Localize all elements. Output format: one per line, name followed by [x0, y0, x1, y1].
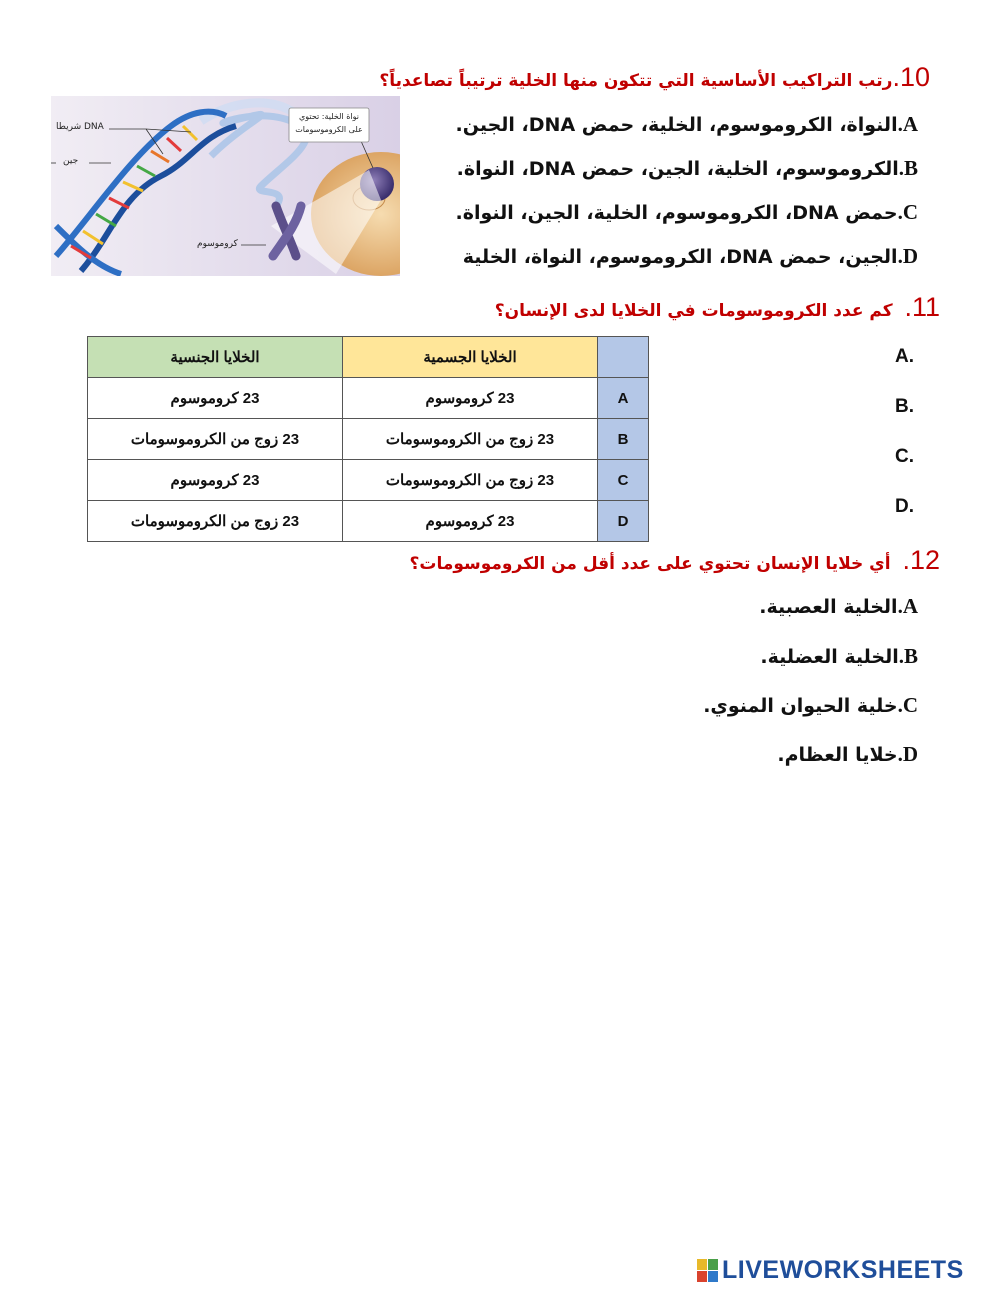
q11-number: 11.	[904, 292, 940, 322]
cell-label: A	[598, 378, 649, 419]
cell-somatic: 23 زوج من الكروموسومات	[343, 460, 598, 501]
header-somatic-cells: الخلايا الجسمية	[343, 337, 598, 378]
option-text: حمض DNA، الكروموسوم، الخلية، الجين، النواة.	[455, 202, 898, 224]
q12-text: أي خلايا الإنسان تحتوي على عدد أقل من الكروموسومات؟	[409, 554, 891, 574]
cell-sex: 23 زوج من الكروموسومات	[88, 419, 343, 460]
q12-option-b[interactable]	[760, 644, 918, 669]
option-letter: D.	[897, 742, 918, 766]
q12-number: 12.	[902, 545, 940, 575]
table-row	[88, 460, 649, 501]
liveworksheets-logo	[697, 1256, 964, 1285]
q10-option-d[interactable]	[463, 244, 918, 269]
cell-somatic: 23 كروموسوم	[343, 378, 598, 419]
q11-text: كم عدد الكروموسومات في الخلايا لدى الإنسان؟	[494, 301, 893, 321]
option-text: الكروموسوم، الخلية، الجين، حمض DNA، النواة.	[456, 158, 899, 180]
label-gene: جين	[63, 156, 79, 166]
cell-sex: 23 زوج من الكروموسومات	[88, 501, 343, 542]
q11-title	[495, 292, 940, 323]
option-letter: C.	[897, 693, 918, 717]
q11-option-b[interactable]: B.	[895, 396, 914, 417]
q12-option-c[interactable]	[703, 693, 918, 718]
q11-option-d[interactable]: D.	[895, 496, 914, 517]
q10-number: 10.	[892, 62, 930, 92]
cell-sex: 23 كروموسوم	[88, 378, 343, 419]
q10-title	[379, 62, 930, 93]
q11-option-a[interactable]: A.	[895, 346, 914, 367]
callout-line-1: نواة الخلية: تحتوي	[299, 112, 359, 121]
option-letter: A.	[897, 594, 918, 618]
header-sex-cells: الخلايا الجنسية	[88, 337, 343, 378]
dna-figure	[51, 96, 400, 276]
table-header-row	[88, 337, 649, 378]
option-text: الجين، حمض DNA، الكروموسوم، النواة، الخلية	[462, 246, 898, 268]
option-letter: B.	[898, 156, 918, 180]
q10-option-a[interactable]	[456, 112, 918, 137]
chromosome-table	[87, 336, 649, 542]
cell-label: D	[598, 501, 649, 542]
q10-text: رتب التراكيب الأساسية التي تتكون منها الخلية ترتيباً تصاعدياً؟	[379, 71, 893, 91]
option-letter: D.	[897, 244, 918, 268]
label-chromosome: كروموسوم	[197, 239, 238, 249]
q12-option-d[interactable]	[777, 742, 918, 767]
q11-option-c[interactable]: C.	[895, 446, 914, 467]
option-letter: B.	[898, 644, 918, 668]
q12-option-a[interactable]	[759, 594, 918, 619]
header-label-cell	[598, 337, 649, 378]
option-text: الخلية العضلية.	[760, 646, 899, 668]
liveworksheets-logo-text: LIVEWORKSHEETS	[722, 1256, 964, 1284]
option-text: النواة، الكروموسوم، الخلية، حمض DNA، الجين.	[455, 114, 898, 136]
cell-somatic: 23 كروموسوم	[343, 501, 598, 542]
table-row	[88, 378, 649, 419]
label-dna-strand: شريطا DNA	[56, 122, 104, 132]
option-letter: C.	[897, 200, 918, 224]
cell-sex: 23 كروموسوم	[88, 460, 343, 501]
cell-label: B	[598, 419, 649, 460]
option-text: خلية الحيوان المنوي.	[703, 695, 898, 717]
option-text: الخلية العصبية.	[759, 596, 898, 618]
option-letter: A.	[897, 112, 918, 136]
cell-somatic: 23 زوج من الكروموسومات	[343, 419, 598, 460]
liveworksheets-logo-icon	[697, 1259, 719, 1283]
table-row	[88, 501, 649, 542]
table-row	[88, 419, 649, 460]
callout-line-2: على الكروموسومات	[295, 125, 363, 134]
option-text: خلايا العظام.	[777, 744, 898, 766]
q10-option-c[interactable]	[456, 200, 918, 225]
cell-label: C	[598, 460, 649, 501]
q12-title	[410, 545, 940, 576]
callout-nucleus	[289, 110, 369, 136]
q10-option-b[interactable]	[457, 156, 918, 181]
